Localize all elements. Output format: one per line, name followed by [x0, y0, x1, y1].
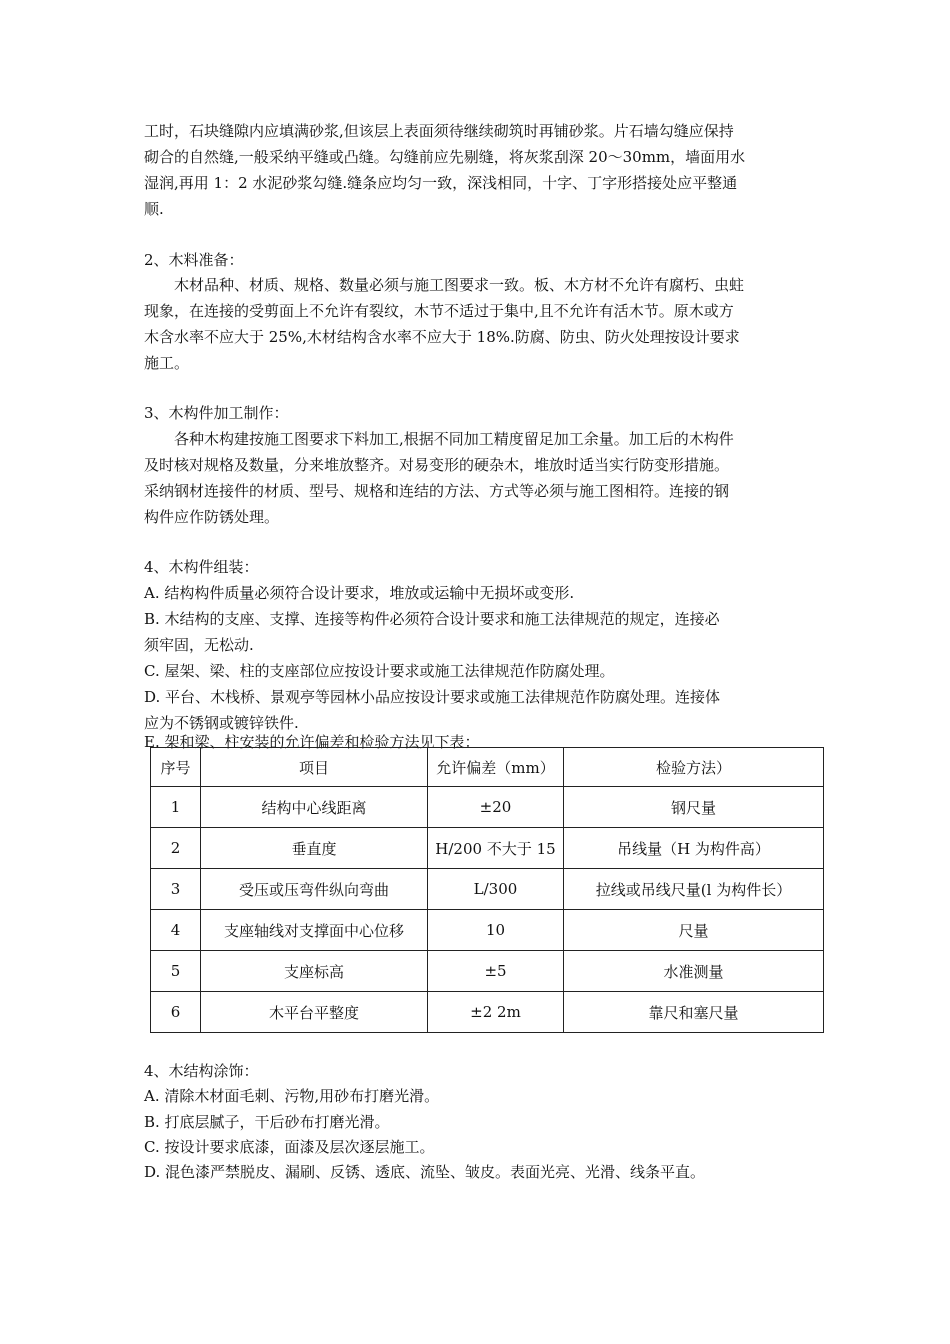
table-cell: 吊线量（H 为构件高） — [564, 828, 824, 869]
paragraph-line: 砌合的自然缝,一般采纳平缝或凸缝。勾缝前应先剔缝，将灰浆刮深 20～30mm，墙面用水 — [144, 148, 746, 166]
table-header-row — [151, 748, 824, 787]
header-cell: 允许偏差（mm） — [428, 748, 564, 787]
list-item: 应为不锈钢或镀锌铁件. — [144, 714, 299, 732]
table-cell: L/300 — [428, 869, 564, 910]
table-cell: ±5 — [428, 951, 564, 992]
list-item: D. 平台、木栈桥、景观亭等园林小品应按设计要求或施工法律规范作防腐处理。连接体 — [144, 688, 721, 706]
table-row — [151, 992, 824, 1033]
list-item: 须牢固，无松动. — [144, 636, 254, 654]
paragraph-line: 顺. — [144, 200, 164, 218]
table-cell: 支座轴线对支撑面中心位移 — [201, 910, 428, 951]
paragraph-line: 木材品种、材质、规格、数量必须与施工图要求一致。板、木方材不允许有腐朽、虫蛀 — [174, 276, 745, 294]
section-heading: 4、木构件组装： — [144, 558, 259, 576]
table-cell: 木平台平整度 — [201, 992, 428, 1033]
tolerance-table — [150, 747, 824, 1033]
list-item: B. 木结构的支座、支撑、连接等构件必须符合设计要求和施工法律规范的规定，连接必 — [144, 610, 720, 628]
table-cell: ±20 — [428, 787, 564, 828]
table-row — [151, 828, 824, 869]
table-cell: 钢尺量 — [564, 787, 824, 828]
table-cell: 拉线或吊线尺量(l 为构件长） — [564, 869, 824, 910]
header-cell: 项目 — [201, 748, 428, 787]
table-cell: 尺量 — [564, 910, 824, 951]
header-cell: 序号 — [151, 748, 201, 787]
list-item: C. 屋架、梁、柱的支座部位应按设计要求或施工法律规范作防腐处理。 — [144, 662, 615, 680]
section-heading: 3、木构件加工制作： — [144, 404, 289, 422]
paragraph-line: 各种木构建按施工图要求下料加工,根据不同加工精度留足加工余量。加工后的木构件 — [174, 430, 734, 448]
table-row — [151, 910, 824, 951]
table-cell: 1 — [151, 787, 201, 828]
table-row — [151, 951, 824, 992]
table-cell: 靠尺和塞尺量 — [564, 992, 824, 1033]
section-heading: 4、木结构涂饰： — [144, 1062, 259, 1080]
paragraph-line: 现象，在连接的受剪面上不允许有裂纹，木节不适过于集中,且不允许有活木节。原木或方 — [144, 302, 734, 320]
table-cell: ±2 2m — [428, 992, 564, 1033]
paragraph-line: 工时，石块缝隙内应填满砂浆,但该层上表面须待继续砌筑时再铺砂浆。片石墙勾缝应保持 — [144, 122, 734, 140]
list-item: D. 混色漆严禁脱皮、漏刷、反锈、透底、流坠、皱皮。表面光亮、光滑、线条平直。 — [144, 1163, 706, 1181]
table-cell: 3 — [151, 869, 201, 910]
list-item: A. 结构构件质量必须符合设计要求，堆放或运输中无损坏或变形. — [144, 584, 575, 602]
table-cell: 水准测量 — [564, 951, 824, 992]
table-cell: H/200 不大于 15 — [428, 828, 564, 869]
list-item: A. 清除木材面毛刺、污物,用砂布打磨光滑。 — [144, 1087, 440, 1105]
table-cell: 受压或压弯件纵向弯曲 — [201, 869, 428, 910]
table-cell: 10 — [428, 910, 564, 951]
paragraph-line: 木含水率不应大于 25%,木材结构含水率不应大于 18%.防腐、防虫、防火处理按设计要求 — [144, 328, 740, 346]
header-cell: 检验方法） — [564, 748, 824, 787]
paragraph-line: 及时核对规格及数量，分来堆放整齐。对易变形的硬杂木，堆放时适当实行防变形措施。 — [144, 456, 730, 474]
table-cell: 5 — [151, 951, 201, 992]
section-heading: 2、木料准备： — [144, 251, 244, 269]
table-cell: 6 — [151, 992, 201, 1033]
list-item: E. 架和梁、柱安装的允许偏差和检验方法见下表： — [144, 733, 480, 751]
paragraph-line: 构件应作防锈处理。 — [144, 508, 280, 526]
paragraph-line: 施工。 — [144, 354, 190, 372]
table-cell: 垂直度 — [201, 828, 428, 869]
table-row — [151, 869, 824, 910]
table-cell: 2 — [151, 828, 201, 869]
table-cell: 结构中心线距离 — [201, 787, 428, 828]
list-item: C. 按设计要求底漆，面漆及层次逐层施工。 — [144, 1138, 435, 1156]
table-cell: 支座标高 — [201, 951, 428, 992]
table-cell: 4 — [151, 910, 201, 951]
paragraph-line: 采纳钢材连接件的材质、型号、规格和连结的方法、方式等必须与施工图相符。连接的钢 — [144, 482, 730, 500]
paragraph-line: 湿润,再用 1：2 水泥砂浆勾缝.缝条应均匀一致，深浅相同，十字、丁字形搭接处应平整通 — [144, 174, 738, 192]
list-item: B. 打底层腻子，干后砂布打磨光滑。 — [144, 1113, 390, 1131]
table-row — [151, 787, 824, 828]
